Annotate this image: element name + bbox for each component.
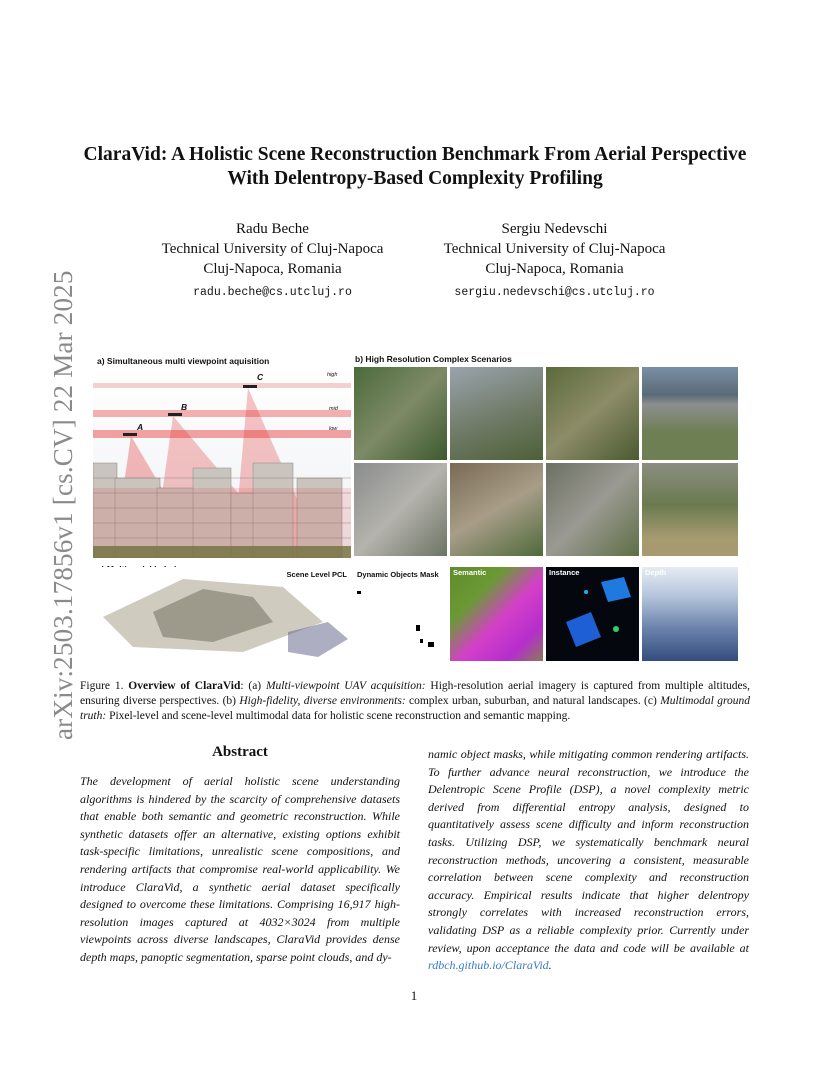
point-cloud-image	[93, 567, 351, 661]
project-link[interactable]: rdbch.github.io/ClaraVid	[428, 958, 549, 973]
drone-label-c: C	[257, 372, 264, 382]
caption-italic-3: Multimodal ground truth:	[80, 695, 751, 722]
scene-pcl-tile	[93, 567, 351, 661]
figure-caption	[80, 679, 750, 724]
tile-label-instance: Instance	[549, 568, 580, 577]
panel-a-label: a) Simultaneous multi viewpoint aquisition	[97, 356, 270, 366]
altitude-label-mid: mid	[329, 406, 338, 412]
caption-text-4: Pixel-level and scene-level multimodal data for holistic scene reconstruction and semantic mapping.	[106, 710, 571, 722]
author-email[interactable]: radu.beche@cs.utcluj.ro	[193, 286, 352, 299]
tile-label-dynamic-mask: Dynamic Objects Mask	[357, 570, 439, 579]
abstract-column-1: The development of aerial holistic scene understanding algorithms is hindered by the scarcity of comprehensive datasets that enable both semantic and geometric reconstruction. While synthetic datasets offer an alternative, existing options exhibit task-specific limitations, unrealistic scene compositions, and rendering artifacts that compromise real-world applicability. We introduce ClaraVid, a synthetic aerial dataset specifically designed to overcome these limitations. Comprising 16,917 high-resolution images captured at 4032×3024 from multiple viewpoints across diverse landscapes, ClaraVid provides dense depth maps, panoptic segmentation, sparse point clouds, and dy-	[80, 774, 400, 964]
author-block-1	[140, 219, 405, 303]
tile-label-semantic: Semantic	[453, 568, 487, 577]
scene-image-1	[354, 367, 447, 460]
title-line-2: With Delentropy-Based Complexity Profiling	[227, 168, 603, 189]
tile-label-depth: Depth	[645, 568, 667, 577]
dynamic-mask-tile	[354, 567, 447, 661]
caption-text-2: High-resolution aerial imagery is captured from multiple altitudes, ensuring diverse perspectives. (b)	[80, 680, 750, 707]
abstract-end: .	[548, 958, 552, 973]
scene-image-7	[546, 463, 639, 556]
abstract-heading: Abstract	[212, 744, 268, 760]
scene-image-3	[546, 367, 639, 460]
author-name: Radu Beche	[236, 221, 309, 237]
scene-image-2	[450, 367, 543, 460]
page-number: 1	[410, 988, 418, 1003]
author-name: Sergiu Nedevschi	[501, 221, 608, 237]
abstract-column-2-text: namic object masks, while mitigating common rendering artifacts. To further advance neural reconstruction, we introduce the Delentropic Scene Profile (DSP), a novel complexity metric derived from differential entropy analysis, designed to quantitatively assess scene difficulty and inform reconstruction tasks. Utilizing DSP, we systematically benchmark neural reconstruction methods, uncovering a consistent, measurable correlation between scene complexity and reconstruction accuracy. Empirical results indicate that higher delentropy strongly correlates with increased reconstruction errors, validating DSP as a reliable complexity prior. Currently under review, upon acceptance the data and code will be available at	[428, 747, 749, 955]
scene-image-8	[642, 463, 738, 556]
paper-title	[60, 143, 770, 191]
instance-image	[546, 567, 639, 661]
author-affiliation: Technical University of Cluj-Napoca	[443, 241, 666, 257]
author-affiliation: Technical University of Cluj-Napoca	[161, 241, 384, 257]
figure-1	[93, 350, 738, 662]
multi-viewpoint-diagram	[93, 368, 351, 558]
instance-tile	[546, 567, 639, 661]
caption-bold: Overview of ClaraVid	[128, 680, 241, 692]
abstract-column-2	[428, 746, 749, 975]
panel-a-illustration	[93, 368, 351, 558]
tile-label-scene-pcl: Scene Level PCL	[286, 570, 347, 579]
panel-b-label: b) High Resolution Complex Scenarios	[355, 354, 512, 364]
semantic-tile	[450, 567, 543, 661]
caption-italic-2: High-fidelity, diverse environments:	[239, 695, 406, 707]
caption-text-3: complex urban, suburban, and natural landscapes. (c)	[405, 695, 661, 707]
scene-image-6	[450, 463, 543, 556]
caption-text-1: : (a)	[240, 680, 266, 692]
arxiv-identifier: arXiv:2503.17856v1 [cs.CV] 22 Mar 2025	[48, 270, 78, 740]
author-location: Cluj-Napoca, Romania	[485, 261, 624, 277]
dynamic-mask-image	[354, 567, 447, 661]
altitude-label-high: high	[327, 372, 338, 378]
caption-italic-1: Multi-viewpoint UAV acquisition:	[265, 680, 426, 692]
author-email[interactable]: sergiu.nedevschi@cs.utcluj.ro	[454, 286, 655, 299]
scene-image-5	[354, 463, 447, 556]
altitude-label-low: low	[329, 426, 338, 432]
author-location: Cluj-Napoca, Romania	[203, 261, 342, 277]
drone-label-a: A	[137, 422, 144, 432]
title-line-1: ClaraVid: A Holistic Scene Reconstruction Benchmark From Aerial Perspective	[83, 144, 747, 165]
caption-prefix: Figure 1.	[80, 680, 129, 692]
author-block-2	[422, 219, 687, 303]
depth-tile	[642, 567, 738, 661]
drone-label-b: B	[181, 402, 188, 412]
scene-image-4	[642, 367, 738, 460]
